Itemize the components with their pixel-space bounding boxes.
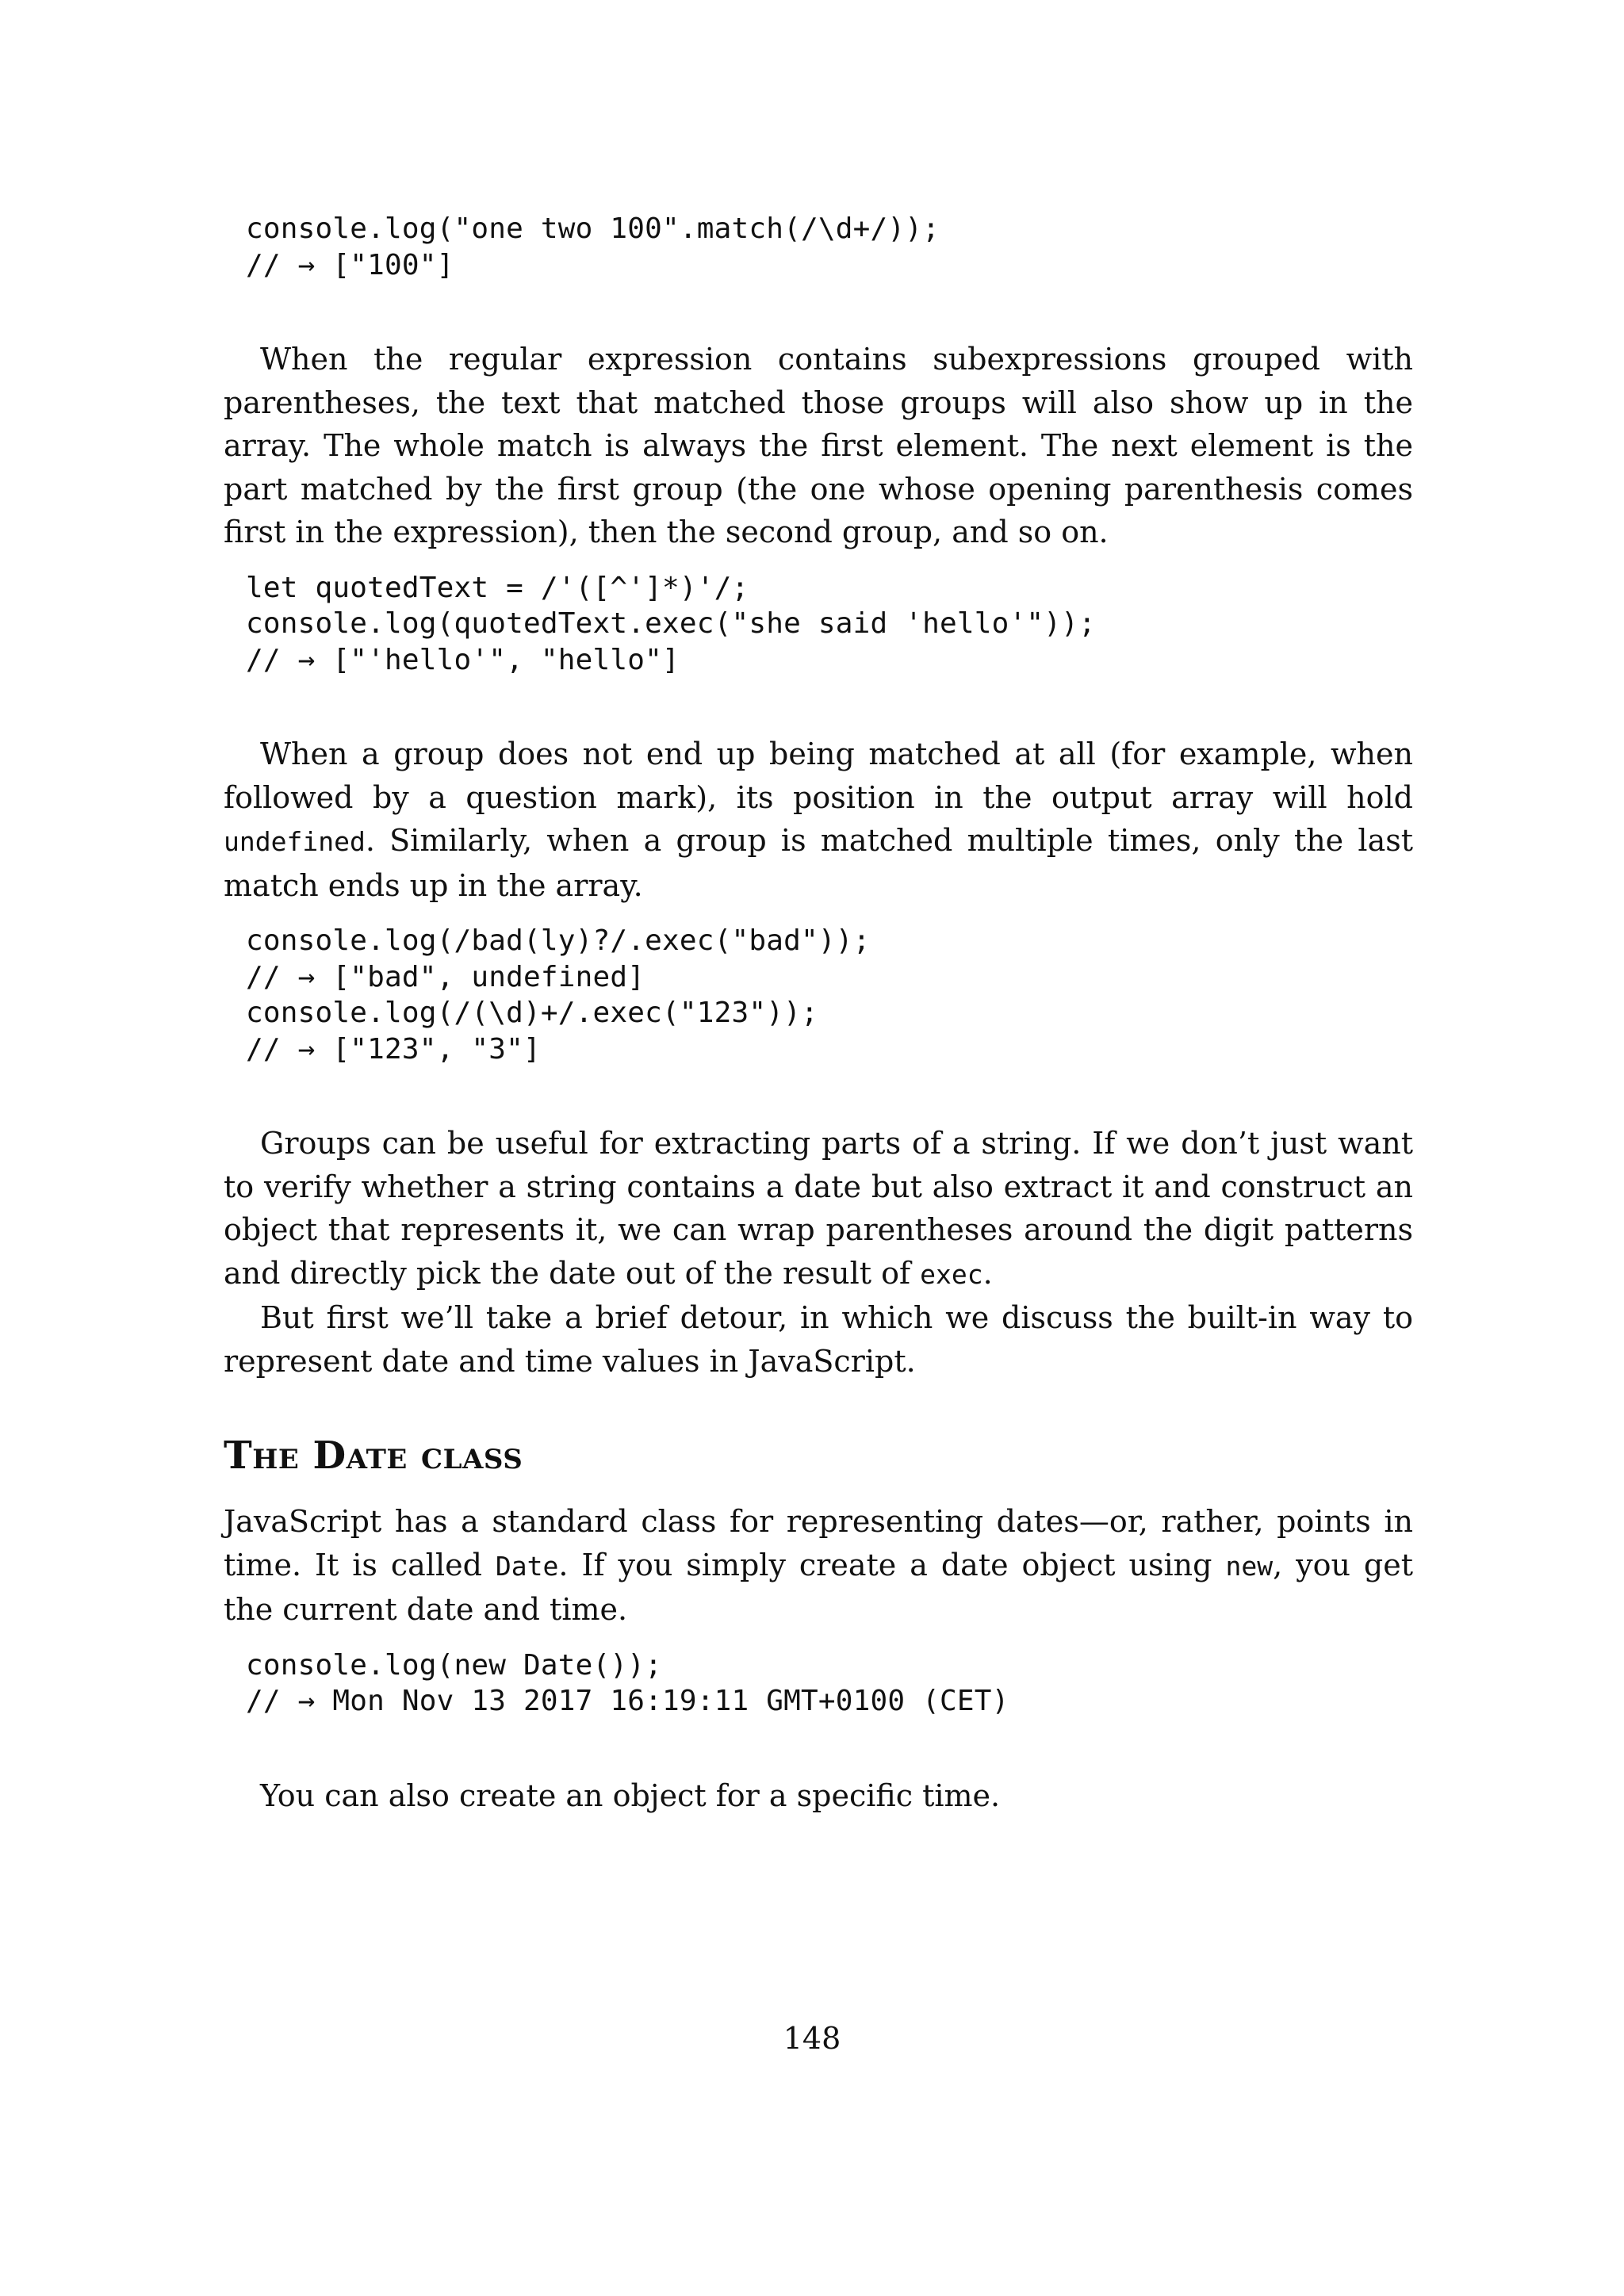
text-segment: Groups can be useful for extracting parts of a string. If we don’t just want to verify whether a string contains a date but also extract it and construct an object that represents it, we can wrap parentheses around the digit patterns and directly pick the date out of the result of xyxy=(224,1126,1413,1291)
code-line: // → ["123", "3"] xyxy=(246,1032,541,1066)
text-segment: . If you simply create a date object using xyxy=(558,1547,1212,1582)
code-line: // → ["100"] xyxy=(246,248,454,281)
code-block-new-date xyxy=(246,1647,1413,1720)
inline-code-new: new xyxy=(1225,1550,1274,1582)
paragraph-specific-time: You can also create an object for a specific time. xyxy=(260,1777,1001,1813)
inline-code-undefined: undefined xyxy=(224,826,366,857)
paragraph-detour: But first we’ll take a brief detour, in which we discuss the built-in way to represent date and time values in JavaScript. xyxy=(224,1300,1413,1379)
code-block-quoted-text xyxy=(246,570,1413,679)
inline-code-exec: exec xyxy=(920,1258,983,1290)
text-segment: , you get the current date and time. xyxy=(224,1547,1414,1627)
code-line: console.log(/(\d)+/.exec("123")); xyxy=(246,997,818,1029)
text-segment: . Similarly, when a group is matched multiple times, only the last match ends up in the array. xyxy=(224,823,1413,903)
code-block-match xyxy=(246,211,1413,283)
code-line: console.log(/bad(ly)?/.exec("bad")); xyxy=(246,924,871,957)
code-line: console.log(new Date()); xyxy=(246,1648,662,1682)
code-line: // → ["bad", undefined] xyxy=(246,960,645,993)
paragraph-unmatched-group xyxy=(224,733,1413,907)
code-line: let quotedText = /'([^']*)'/; xyxy=(246,571,749,604)
page-number: 148 xyxy=(783,2021,841,2056)
text-segment: JavaScript has a standard class for representing dates—or, rather, points in time. It is called xyxy=(224,1504,1413,1582)
section-heading: The Date class xyxy=(224,1433,523,1478)
inline-code-date: Date xyxy=(495,1550,559,1582)
text-segment: . xyxy=(982,1255,993,1291)
page-content xyxy=(224,211,1413,1817)
code-line: // → Mon Nov 13 2017 16:19:11 GMT+0100 (CET) xyxy=(246,1685,1009,1717)
text-segment: When a group does not end up being matched at all (for example, when followed by a question mark), its position in the output array will hold xyxy=(224,737,1413,815)
paragraph-groups: When the regular expression contains subexpressions grouped with parentheses, the text that matched those groups will also show up in the array. The whole match is always the first element. The next element is the part matched by the first group (the one whose opening parenthesis comes first in the expression), then the second group, and so on. xyxy=(224,342,1413,549)
code-line: console.log("one two 100".match(/\d+/)); xyxy=(246,212,940,245)
code-line: console.log(quotedText.exec("she said 'hello'")); xyxy=(246,607,1096,640)
code-block-bad-ly xyxy=(246,923,1413,1067)
paragraph-date-class xyxy=(224,1500,1413,1632)
paragraph-extracting xyxy=(224,1122,1413,1296)
code-line: // → ["'hello'", "hello"] xyxy=(246,643,680,676)
